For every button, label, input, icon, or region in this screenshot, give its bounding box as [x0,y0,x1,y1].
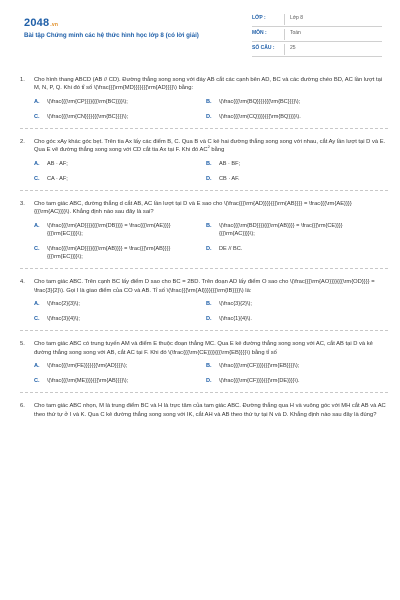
option-label: B. [206,363,212,369]
meta-row-count [252,42,382,57]
option-row [34,160,388,168]
question-3 [20,200,388,217]
option-a[interactable] [34,300,206,308]
option-row [34,315,388,323]
option-label: C. [34,246,40,252]
option-label: C. [34,113,40,120]
option-a[interactable] [34,222,206,238]
option-d[interactable] [206,175,378,183]
option-text: \(\frac{{{\rm{CF}}}}{{{\rm{DE}}}}\). [219,378,300,385]
option-label: D. [206,378,212,385]
question-text-post: bằng [209,147,225,154]
question-list [20,76,388,419]
option-row [34,98,388,106]
question-2 [20,138,388,155]
option-c[interactable] [34,113,206,121]
option-d[interactable] [206,315,378,323]
option-label: C. [34,378,40,385]
meta-key: MÔN : [252,30,267,37]
option-c[interactable] [34,315,206,323]
option-text: \(\frac{{{\rm{CF}}}}{{{\rm{EB}}}}\); [219,363,300,369]
option-text: CB · AF. [219,175,240,182]
option-c[interactable] [34,377,206,385]
option-text: \(\frac{{{\rm{BQ}}}}{{{\rm{BC}}}}\); [219,98,301,105]
option-a[interactable] [34,362,206,370]
meta-table [252,12,382,57]
option-label: B. [206,98,212,105]
meta-separator [284,29,285,40]
question-text [34,138,388,155]
question-number: 5. [20,341,25,348]
question-4 [20,278,388,295]
option-row [34,175,388,183]
meta-value: Lớp 8 [290,15,304,22]
question-number: 3. [20,201,25,207]
option-b[interactable] [206,98,378,106]
option-row [34,300,388,308]
question-text: Cho tam giác ABC nhọn, M là trung điểm BC và H là trực tâm của tam giác ABC. Đường thẳng qua H và vuông góc với MH cắt AB và AC theo thứ tự ở I và K. Qua C kẻ đường thẳng song song với IK, cắt AH và AB theo thứ tự tại N và D. Khẳng định nào sau đây là đúng? [34,403,386,418]
divider [20,190,388,191]
option-label: A. [34,160,40,167]
option-text: \(\frac{{{\rm{AD}}}}{{{\rm{DB}}}} = \frac{{{\rm{AE}}}}{{{\rm{EC}}}}\); [47,222,171,237]
divider [20,392,388,393]
option-text: \(\frac{{{\rm{CQ}}}}{{{\rm{BQ}}}}\). [219,113,301,120]
option-b[interactable] [206,160,378,168]
meta-separator [284,44,285,55]
option-label: B. [206,160,212,167]
option-text: \(\frac{2}{3}\); [47,301,80,307]
meta-value: Toán [290,30,301,37]
question-5 [20,340,388,357]
meta-value: 25 [290,45,296,52]
option-c[interactable] [34,175,206,183]
question-text: Cho tam giác ABC có trung tuyến AM và điểm E thuộc đoạn thẳng MC. Qua E kẻ đường thẳng song song với AC, cắt AB tại D và kẻ đường thẳng song song với AB, cắt AC tại F. Khi đó \(\frac{{{\rm{CE}}}}{{{\rm{EB}}}}\) bằng tỉ số [34,341,373,356]
option-text: \(\frac{{{\rm{CN}}}}{{{\rm{BC}}}}\); [47,113,129,120]
meta-key: SỐ CÂU : [252,45,275,52]
option-text: \(\frac{{{\rm{ME}}}}{{{\rm{AB}}}}\); [47,378,129,385]
divider [20,128,388,129]
option-a[interactable] [34,98,206,106]
divider [20,330,388,331]
option-row [34,222,388,238]
question-1 [20,76,388,93]
meta-separator [284,14,285,25]
option-text: \(\frac{{{\rm{AD}}}}{{{\rm{AB}}}} = \frac{{{\rm{AB}}}}{{{\rm{EC}}}}\); [47,246,171,261]
option-label: D. [206,113,212,120]
option-text: \(\frac{3}{2}\); [219,301,252,307]
option-row [34,113,388,121]
document-title: Bài tập Chứng minh các hệ thức hình học lớp 8 (có lời giải) [24,32,199,39]
logo-main: 2048 [24,17,50,29]
question-text: Cho tam giác ABC, đường thẳng d cắt AB, AC lần lượt tại D và E sao cho \(\frac{{{\rm{AD}}}}{{{\rm{AB}}}} = \frac{{{\rm{AE}}}}{{{\rm{AC}}}}\). Khẳng định nào sau đây là sai? [34,201,352,216]
meta-row-subject [252,27,382,42]
options-3 [34,222,388,261]
options-4 [34,300,388,323]
question-number: 2. [20,139,25,145]
question-number: 6. [20,403,25,410]
option-text: AB · BF; [219,160,241,167]
document-header [0,0,400,62]
options-2 [34,160,388,183]
option-b[interactable] [206,362,378,370]
question-number: 1. [20,77,25,83]
meta-row-class [252,12,382,27]
option-label: A. [34,301,40,307]
option-label: D. [206,246,212,252]
option-row [34,362,388,370]
option-text: \(\frac{3}{4}\); [47,316,80,323]
option-label: A. [34,363,40,369]
question-text: Cho hình thang ABCD (AB // CD). Đường thẳng song song với đáy AB cắt các cạnh bên AD, BC và các đường chéo BD, AC lần lượt tại M, N, P, Q. Khi đó tỉ số \(\frac{{{\rm{MD}}}}{{{\rm{AD}}}}\) bằng: [34,77,383,92]
option-row [34,245,388,261]
option-label: B. [206,301,212,307]
option-label: C. [34,316,40,323]
option-label: C. [34,175,40,182]
question-text-pre: Cho góc xAy khác góc bẹt. Trên tia Ax lấy các điểm B, C. Qua B và C kẻ hai đường thẳng song song với nhau, cắt Ay lần lượt tại D và E. Qua E vẽ đường thẳng song song với CD cắt tia Ax tại F. Khi đó AC [34,139,386,154]
option-label: D. [206,175,212,182]
option-label: A. [34,222,40,229]
option-text: CA · AF; [47,175,68,182]
option-d[interactable] [206,377,378,385]
site-logo[interactable] [24,16,58,32]
question-6 [20,402,388,419]
option-c[interactable] [34,245,206,261]
meta-key: LỚP : [252,15,266,22]
option-text: \(\frac{{{\rm{FE}}}}{{{\rm{AD}}}}\); [47,363,128,369]
options-1 [34,98,388,121]
option-text: AB · AF; [47,160,68,167]
option-label: A. [34,98,40,105]
option-row [34,377,388,385]
logo-tld: .vn [50,22,59,28]
question-number: 4. [20,279,25,286]
option-b[interactable] [206,222,378,238]
option-d[interactable] [206,113,378,121]
option-text: \(\frac{1}{4}\). [219,316,252,323]
option-text: \(\frac{{{\rm{CP}}}}{{{\rm{BC}}}}\); [47,98,128,105]
option-d[interactable] [206,245,378,261]
option-label: D. [206,316,212,323]
option-a[interactable] [34,160,206,168]
divider [20,268,388,269]
options-5 [34,362,388,385]
option-text: \(\frac{{{\rm{BD}}}}{{{\rm{AB}}}} = \frac{{{\rm{CE}}}}{{{\rm{AC}}}}\); [219,222,343,237]
superscript: 2 [207,144,210,150]
option-text: DE // BC. [219,246,243,252]
question-text: Cho tam giác ABC. Trên cạnh BC lấy điểm D sao cho BC = 2BD. Trên đoạn AD lấy điểm O sao cho \(\frac{{{\rm{AO}}}}{{{\rm{OD}}}} = \frac{3}{2}\). Gọi I là giao điểm của CO và AB. Tỉ số \(\frac{{{\rm{AI}}}}{{{\rm{IB}}}}\) là: [34,279,375,294]
option-b[interactable] [206,300,378,308]
option-label: B. [206,222,212,229]
